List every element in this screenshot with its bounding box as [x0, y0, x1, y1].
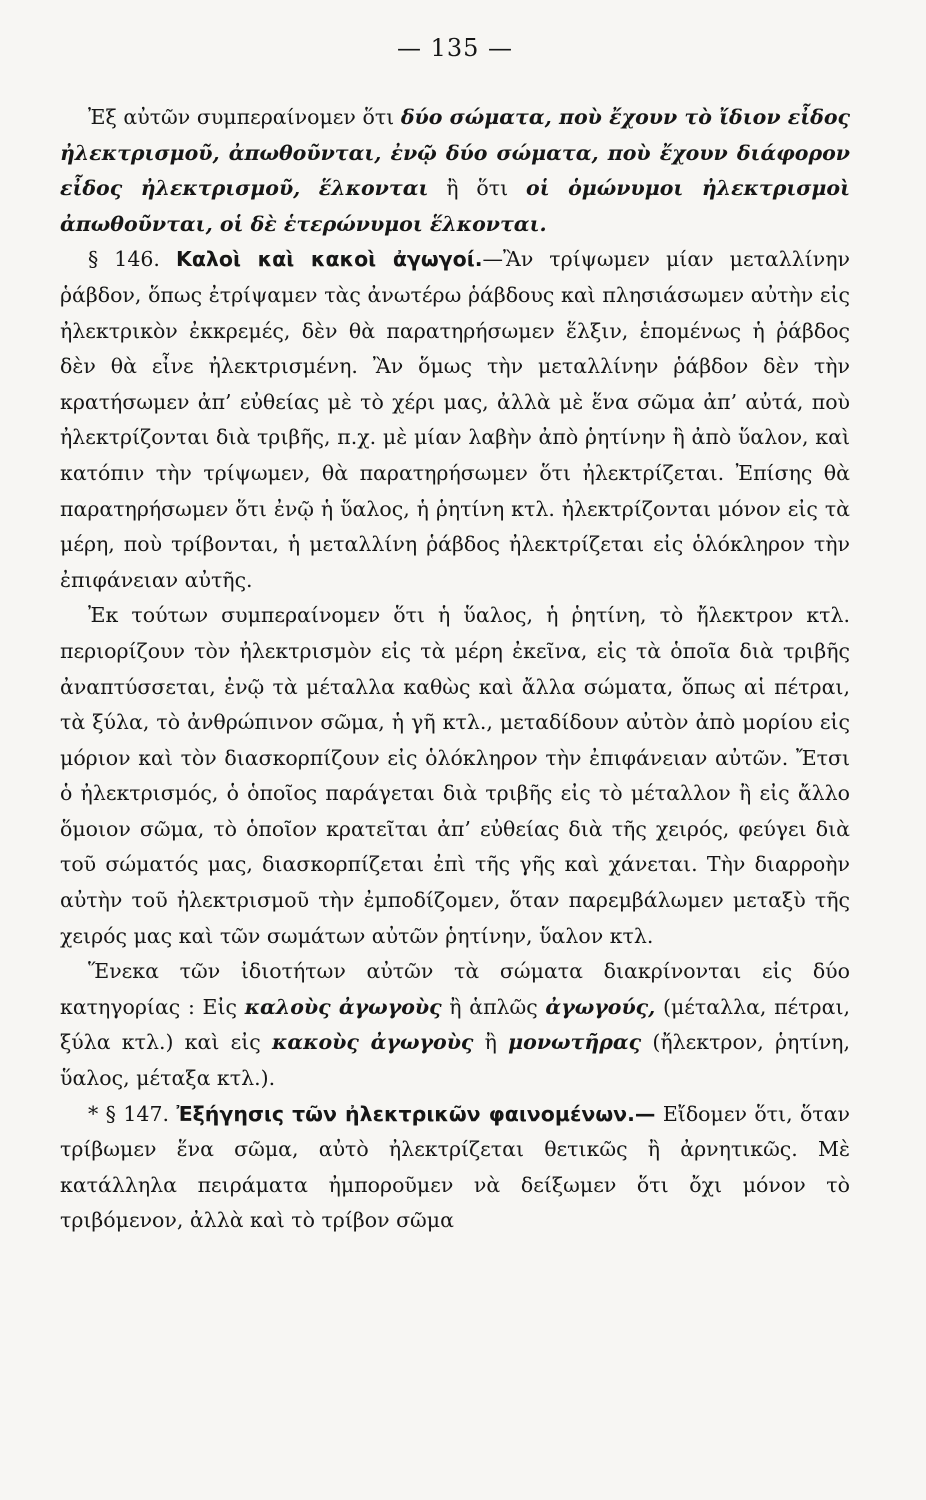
- body-run: ἢ: [473, 1030, 509, 1055]
- body-run: Ἕνεκα τῶν ἰδιοτήτων αὐτῶν τὰ σώματα διακρίνονται εἰς δύο κατηγορίας : Εἰς: [60, 959, 850, 1019]
- section-number: * § 147.: [88, 1101, 177, 1126]
- book-page: [60, 32, 850, 1472]
- paragraph: [60, 242, 850, 598]
- emphasized-text: ἀγωγούς,: [545, 994, 656, 1019]
- emphasized-text: κακοὺς ἀγωγοὺς: [271, 1030, 474, 1055]
- emphasized-text: δύο σώματα, ποὺ ἔχουν τὸ ἴδιον εἶδος ἠλεκτρισμοῦ, ἀπωθοῦνται, ἐνῷ δύο σώματα, ποὺ ἔχουν διάφορον εἶδος ἠλεκτρισμοῦ, ἕλκονται: [60, 105, 850, 201]
- page-number: — 135 —: [396, 34, 514, 62]
- body-run: Ἐξ αὐτῶν συμπεραίνομεν ὅτι: [88, 105, 401, 129]
- body-run: (ἤλεκτρον, ῥητίνη, ὕαλος, μέταξα κτλ.).: [60, 1030, 850, 1091]
- emphasized-text: οἱ ὁμώνυμοι ἠλεκτρισμοὶ ἀπωθοῦνται, οἱ δὲ ἑτερώνυμοι ἕλκονται.: [60, 176, 850, 236]
- section-number: § 146.: [88, 247, 176, 272]
- body-run: Ἐκ τούτων συμπεραίνομεν ὅτι ἡ ὕαλος, ἡ ῥητίνη, τὸ ἤλεκτρον κτλ. περιορίζουν τὸν ἠλεκτρισμὸν εἰς τὰ μέρη ἐκεῖνα, εἰς τὰ ὁποῖα διὰ τριβῆς ἀναπτύσσεται, ἐνῷ τὰ μέταλλα καθὼς καὶ ἄλλα σώματα, ὅπως αἱ πέτραι, τὰ ξύλα, τὸ ἀνθρώπινον σῶμα, ἡ γῆ κτλ., μεταδίδουν αὐτὸν ἀπὸ μορίου εἰς μόριον καὶ τὸν διασκορπίζουν εἰς ὁλόκληρον τὴν ἐπιφάνειαν αὐτῶν. Ἔτσι ὁ ἠλεκτρισμός, ὁ ὁποῖος παράγεται διὰ τριβῆς εἰς τὸ μέταλλον ἢ εἰς ἄλλο ὅμοιον σῶμα, τὸ ὁποῖον κρατεῖται ἀπ’ εὐθείας διὰ τῆς χειρός, φεύγει διὰ τοῦ σώματός μας, διασκορπίζεται ἐπὶ τῆς γῆς καὶ χάνεται. Τὴν διαρροὴν αὐτὴν τοῦ ἠλεκτρισμοῦ τὴν ἐμποδίζομεν, ὅταν παρεμβάλωμεν μεταξὺ τῆς χειρός μας καὶ τῶν σωμάτων αὐτῶν ῥητίνην, ὕαλον κτλ.: [60, 603, 850, 948]
- body-run: (μέταλλα, πέτραι, ξύλα κτλ.) καὶ εἰς: [60, 994, 851, 1055]
- emphasized-text: μονωτῆρας: [508, 1030, 642, 1055]
- body-run: —Ἂν τρίψωμεν μίαν μεταλλίνην ῥάβδον, ὅπως ἐτρίψαμεν τὰς ἀνωτέρω ῥάβδους καὶ πλησιάσωμεν αὐτὴν εἰς ἠλεκτρικὸν ἐκκρεμές, δὲν θὰ παρατηρήσωμεν ἕλξιν, ἑπομένως ἡ ῥάβδος δὲν θὰ εἶνε ἠλεκτρισμένη. Ἂν ὅμως τὴν μεταλλίνην ῥάβδον δὲν τὴν κρατήσωμεν ἀπ’ εὐθείας μὲ τὸ χέρι μας, ἀλλὰ μὲ ἕνα σῶμα ἀπ’ αὐτά, ποὺ ἠλεκτρίζονται διὰ τριβῆς, π.χ. μὲ μίαν λαβὴν ἀπὸ ῥητίνην ἢ ἀπὸ ὕαλον, καὶ κατόπιν τὴν τρίψωμεν, θὰ παρατηρήσωμεν ὅτι ἠλεκτρίζεται. Ἐπίσης θὰ παρατηρήσωμεν ὅτι ἐνῷ ἡ ὕαλος, ἡ ῥητίνη κτλ. ἠλεκτρίζονται μόνον εἰς τὰ μέρη, ποὺ τρίβονται, ἡ μεταλλίνη ῥάβδος ἠλεκτρίζεται εἰς ὁλόκληρον τὴν ἐπιφάνειαν αὐτῆς.: [60, 247, 851, 592]
- body-run: Εἴδομεν ὅτι, ὅταν τρίβωμεν ἕνα σῶμα, αὐτὸ ἠλεκτρίζεται θετικῶς ἢ ἀρνητικῶς. Μὲ κατάλληλα πειράματα ἠμποροῦμεν νὰ δείξωμεν ὅτι ὄχι μόνον τὸ τριβόμενον, ἀλλὰ καὶ τὸ τρίβον σῶμα: [60, 1101, 851, 1233]
- paragraph: [60, 100, 850, 242]
- paragraph: [60, 954, 850, 1096]
- body-text: [60, 100, 850, 1239]
- paragraph: [60, 598, 850, 954]
- section-heading: Ἐξήγησις τῶν ἠλεκτρικῶν φαινομένων.—: [176, 1101, 656, 1126]
- body-run: ἢ ἁπλῶς: [441, 994, 546, 1019]
- emphasized-text: καλοὺς ἀγωγοὺς: [244, 994, 442, 1019]
- body-run: ἢ ὅτι: [428, 176, 527, 201]
- paragraph: [60, 1097, 850, 1239]
- section-heading: Καλοὶ καὶ κακοὶ ἀγωγοί.: [175, 247, 483, 272]
